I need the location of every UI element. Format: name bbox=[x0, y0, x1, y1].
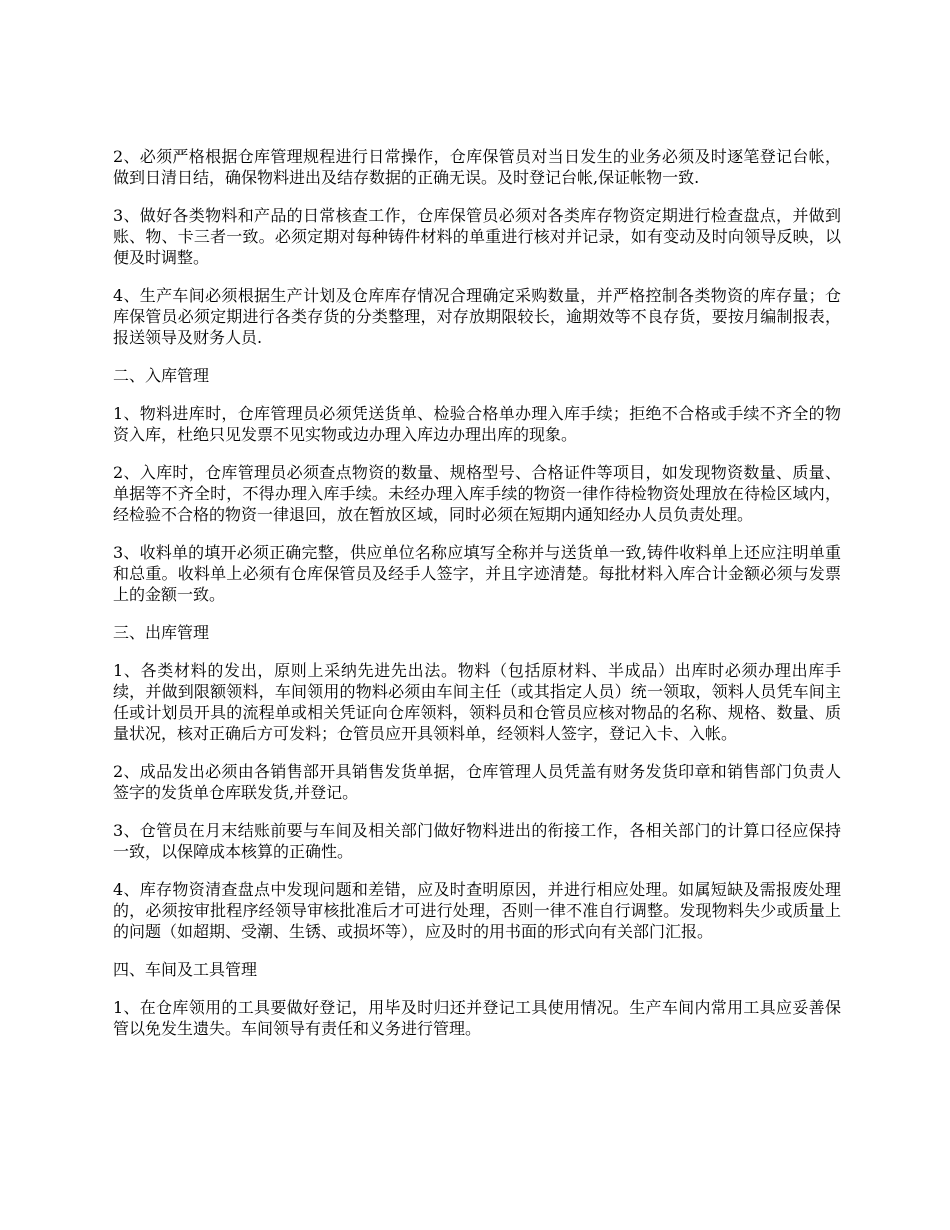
paragraph: 1、在仓库领用的工具要做好登记，用毕及时归还并登记工具使用情况。生产车间内常用工具应妥善保管以免发生遗失。车间领导有责任和义务进行管理。 bbox=[113, 998, 841, 1038]
paragraph: 2、必须严格根据仓库管理规程进行日常操作，仓库保管员对当日发生的业务必须及时逐笔登记台帐，做到日清日结，确保物料进出及结存数据的正确无误。及时登记台帐,保证帐物一致. bbox=[113, 147, 841, 187]
paragraph: 3、仓管员在月末结账前要与车间及相关部门做好物料进出的衔接工作，各相关部门的计算口径应保持一致，以保障成本核算的正确性。 bbox=[113, 821, 841, 861]
paragraph: 3、做好各类物料和产品的日常核查工作，仓库保管员必须对各类库存物资定期进行检查盘点，并做到账、物、卡三者一致。必须定期对每种铸件材料的单重进行核对并记录，如有变动及时向领导反映，以便及时调整。 bbox=[113, 206, 841, 267]
document-body bbox=[113, 146, 841, 1056]
paragraph: 2、成品发出必须由各销售部开具销售发货单据，仓库管理人员凭盖有财务发货印章和销售部门负责人签字的发货单仓库联发货,并登记。 bbox=[113, 762, 841, 802]
paragraph: 3、收料单的填开必须正确完整，供应单位名称应填写全称并与送货单一致,铸件收料单上还应注明单重和总重。收料单上必须有仓库保管员及经手人签字，并且字迹清楚。每批材料入库合计金额必须与发票上的金额一致。 bbox=[113, 543, 841, 604]
section-heading: 二、入库管理 bbox=[113, 366, 210, 385]
paragraph: 1、各类材料的发出，原则上采纳先进先出法。物料（包括原材料、半成品）出库时必须办理出库手续，并做到限额领料，车间领用的物料必须由车间主任（或其指定人员）统一领取，领料人员凭车间主任或计划员开具的流程单或相关凭证向仓库领料，领料员和仓管员应核对物品的名称、规格、数量、质量状况，核对正确后方可发料；仓管员应开具领料单，经领料人签字，登记入卡、入帐。 bbox=[113, 661, 841, 743]
paragraph: 2、入库时，仓库管理员必须查点物资的数量、规格型号、合格证件等项目，如发现物资数量、质量、单据等不齐全时，不得办理入库手续。未经办理入库手续的物资一律作待检物资处理放在待检区域内，经检验不合格的物资一律退回，放在暂放区域，同时必须在短期内通知经办人员负责处理。 bbox=[113, 463, 841, 524]
paragraph: 4、生产车间必须根据生产计划及仓库库存情况合理确定采购数量，并严格控制各类物资的库存量；仓库保管员必须定期进行各类存货的分类整理，对存放期限较长，逾期效等不良存货，要按月编制报表，报送领导及财务人员. bbox=[113, 286, 841, 347]
section-heading: 四、车间及工具管理 bbox=[113, 960, 258, 979]
paragraph: 1、物料进库时，仓库管理员必须凭送货单、检验合格单办理入库手续；拒绝不合格或手续不齐全的物资入库，杜绝只见发票不见实物或边办理入库边办理出库的现象。 bbox=[113, 404, 841, 444]
paragraph: 4、库存物资清查盘点中发现问题和差错，应及时查明原因，并进行相应处理。如属短缺及需报废处理的，必须按审批程序经领导审核批准后才可进行处理，否则一律不准自行调整。发现物料失少或质量上的问题（如超期、受潮、生锈、或损坏等），应及时的用书面的形式向有关部门汇报。 bbox=[113, 880, 841, 941]
section-heading: 三、出库管理 bbox=[113, 623, 210, 642]
